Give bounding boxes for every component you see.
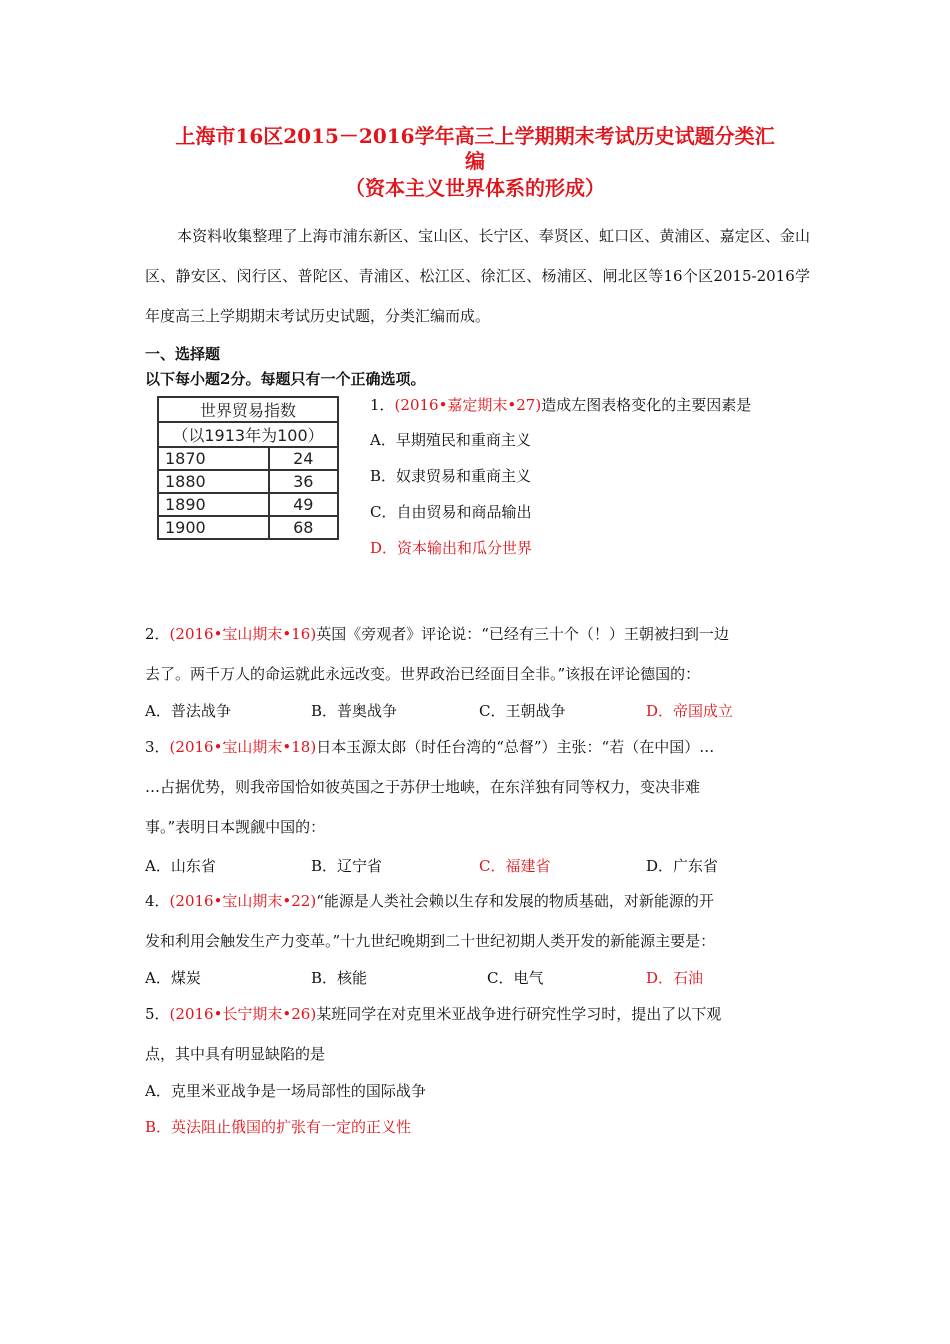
question-2-option-d-answer: D．帝国成立: [646, 702, 734, 720]
document-title-line1: 上海市16区2015－2016学年高三上学期期末考试历史试题分类汇: [175, 124, 775, 148]
world-trade-index-table: [157, 396, 339, 540]
question-number: 4．: [145, 892, 170, 910]
intro-paragraph: 本资料收集整理了上海市浦东新区、宝山区、长宁区、奉贤区、虹口区、黄浦区、嘉定区、金山区、静安区、闵行区、普陀区、青浦区、松江区、徐汇区、杨浦区、闸北区等16个区2015-2016学年度高三上学期期末考试历史试题，分类汇编而成。: [145, 227, 810, 325]
question-3-stem-line3: 事。”表明日本觊觎中国的：: [145, 818, 326, 836]
question-4-stem-line2: 发和利用会触发生产力变革。”十九世纪晚期到二十世纪初期人类开发的新能源主要是：: [145, 932, 716, 950]
question-3-option-b: B．辽宁省: [311, 857, 383, 875]
table-cell-value: 36: [269, 470, 338, 493]
table-cell-year: 1900: [158, 516, 269, 539]
question-1-option-a: A．早期殖民和重商主义: [370, 431, 531, 449]
section-heading: 一、选择题: [145, 345, 221, 363]
question-1-option-c: C．自由贸易和商品输出: [370, 503, 532, 521]
question-text: 造成左图表格变化的主要因素是: [541, 396, 752, 414]
question-3-option-a: A．山东省: [145, 857, 216, 875]
question-2-stem-line1: [145, 624, 729, 644]
question-source: (2016•宝山期末•16): [169, 625, 317, 643]
question-4-option-a: A．煤炭: [145, 969, 201, 987]
table-cell-year: 1870: [158, 447, 269, 470]
question-text: 日本玉源太郎（时任台湾的“总督”）主张：“若（在中国）…: [316, 738, 715, 756]
question-1-option-d-answer: D．资本输出和瓜分世界: [370, 539, 533, 557]
question-number: 1．: [370, 396, 395, 414]
question-3-stem-line1: [145, 737, 714, 757]
question-number: 5．: [145, 1005, 170, 1023]
section-instruction: 以下每小题2分。每题只有一个正确选项。: [145, 370, 426, 388]
question-number: 2．: [145, 625, 170, 643]
table-cell-year: 1890: [158, 493, 269, 516]
question-text: 某班同学在对克里米亚战争进行研究性学习时，提出了以下观: [316, 1005, 722, 1023]
question-2-option-a: A．普法战争: [145, 702, 231, 720]
table-header-note: （以1913年为100）: [158, 422, 338, 447]
table-cell-year: 1880: [158, 470, 269, 493]
question-5-option-b-answer: B．英法阻止俄国的扩张有一定的正义性: [145, 1118, 412, 1136]
question-text: “能源是人类社会赖以生存和发展的物质基础，对新能源的开: [316, 892, 714, 910]
table-row: [158, 447, 338, 470]
table-cell-value: 49: [269, 493, 338, 516]
question-4-option-c: C．电气: [487, 969, 544, 987]
question-number: 3．: [145, 738, 170, 756]
question-3-option-c-answer: C．福建省: [479, 857, 551, 875]
question-3-stem-line2: …占据优势，则我帝国恰如彼英国之于苏伊士地峡，在东洋独有同等权力，变决非难: [145, 778, 701, 796]
document-subtitle: （资本主义世界体系的形成）: [345, 176, 605, 200]
table-cell-value: 68: [269, 516, 338, 539]
question-4-option-b: B．核能: [311, 969, 368, 987]
question-5-stem-line2: 点，其中具有明显缺陷的是: [145, 1045, 326, 1063]
question-1-stem: [370, 395, 751, 415]
question-text: 英国《旁观者》评论说：“已经有三十个（！）王朝被扫到一边: [316, 625, 729, 643]
question-5-stem-line1: [145, 1004, 721, 1024]
table-row: [158, 493, 338, 516]
question-5-option-a: A．克里米亚战争是一场局部性的国际战争: [145, 1082, 426, 1100]
question-source: (2016•宝山期末•18): [169, 738, 317, 756]
question-2-stem-line2: 去了。两千万人的命运就此永远改变。世界政治已经面目全非。”该报在评论德国的：: [145, 665, 701, 683]
question-4-stem-line1: [145, 891, 714, 911]
table-header-title: 世界贸易指数: [158, 397, 338, 422]
question-source: (2016•长宁期末•26): [169, 1005, 317, 1023]
table-row: [158, 516, 338, 539]
question-2-option-c: C．王朝战争: [479, 702, 566, 720]
question-2-option-b: B．普奥战争: [311, 702, 398, 720]
question-1-option-b: B．奴隶贸易和重商主义: [370, 467, 532, 485]
question-source: (2016•嘉定期末•27): [394, 396, 542, 414]
document-title-line2: 编: [465, 149, 485, 173]
table-row: [158, 470, 338, 493]
question-4-option-d-answer: D．石油: [646, 969, 704, 987]
question-3-option-d: D．广东省: [646, 857, 719, 875]
table-cell-value: 24: [269, 447, 338, 470]
question-source: (2016•宝山期末•22): [169, 892, 317, 910]
